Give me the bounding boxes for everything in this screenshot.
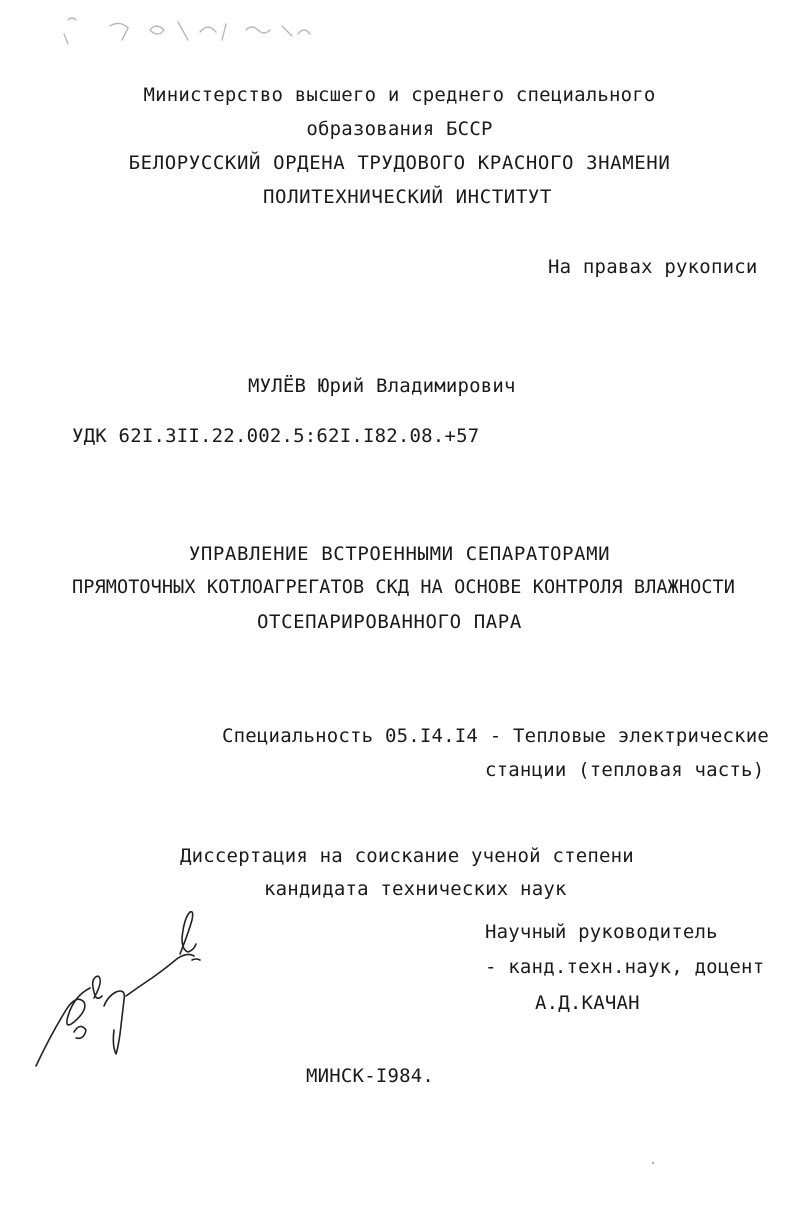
supervisor-name: А.Д.КАЧАН	[535, 992, 640, 1014]
author-name: МУЛЁВ Юрий Владимирович	[248, 375, 516, 397]
faint-stamp-marks	[50, 12, 320, 52]
dissertation-line-2: кандидата технических наук	[264, 878, 567, 900]
supervisor-line-2: - канд.техн.наук, доцент	[485, 956, 765, 978]
title-line-3: ОТСЕПАРИРОВАННОГО ПАРА	[257, 611, 522, 633]
handwritten-signature	[30, 910, 210, 1070]
city-year: МИНСК-I984.	[306, 1065, 435, 1087]
specialty-line-1: Специальность 05.I4.I4 - Тепловые электрические	[222, 725, 770, 747]
institute-line-1: БЕЛОРУССКИЙ ОРДЕНА ТРУДОВОГО КРАСНОГО ЗНАМЕНИ	[128, 152, 671, 174]
institute-line-2: ПОЛИТЕХНИЧЕСКИЙ ИНСТИТУТ	[263, 186, 552, 208]
specialty-line-2: станции (тепловая часть)	[485, 759, 765, 781]
rights-note: На правах рукописи	[548, 256, 758, 278]
ministry-line-2: образования БССР	[306, 118, 493, 140]
paper-speck	[650, 1160, 656, 1166]
title-line-2: ПРЯМОТОЧНЫХ КОТЛОАГРЕГАТОВ СКД НА ОСНОВЕ КОНТРОЛЯ ВЛАЖНОСТИ	[72, 577, 736, 598]
dissertation-line-1: Диссертация на соискание ученой степени	[180, 845, 634, 867]
ministry-line-1: Министерство высшего и среднего специального	[143, 84, 656, 106]
supervisor-line-1: Научный руководитель	[485, 921, 718, 943]
title-line-1: УПРАВЛЕНИЕ ВСТРОЕННЫМИ СЕПАРАТОРАМИ	[188, 543, 611, 565]
udc-code: УДК 62I.3II.22.002.5:62I.I82.08.+57	[72, 425, 480, 447]
